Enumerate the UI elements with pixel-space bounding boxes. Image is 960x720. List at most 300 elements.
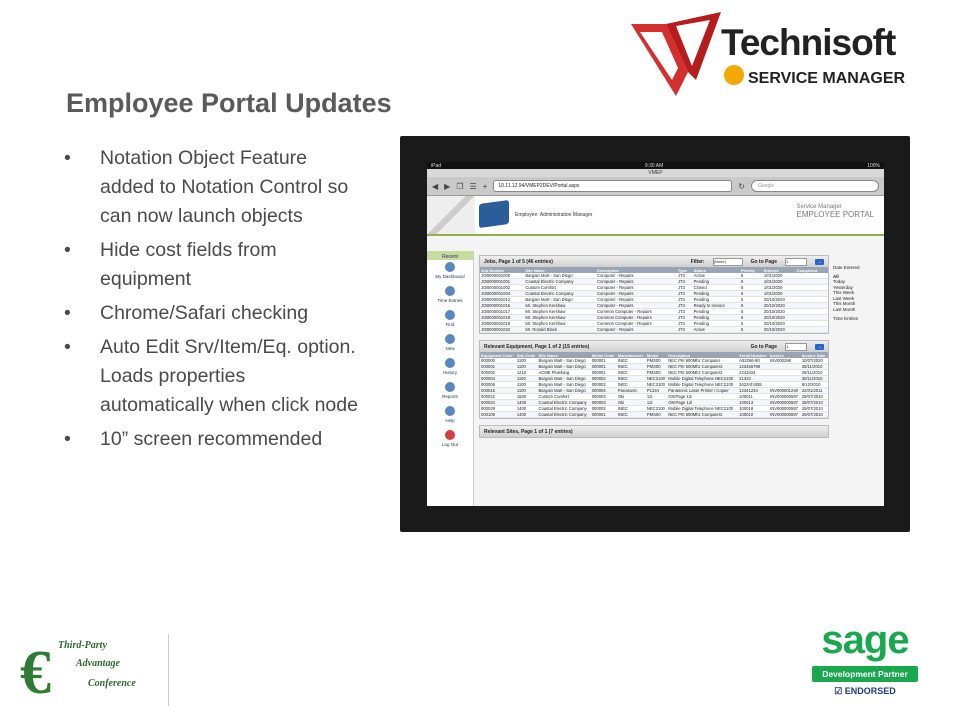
- table-cell: 1/01/2020: [763, 291, 796, 297]
- table-cell: 1500: [516, 394, 538, 400]
- bullet-item: [62, 425, 362, 454]
- table-cell: JOB000001022: [480, 327, 524, 333]
- jobs-column-header[interactable]: Priority: [740, 267, 763, 273]
- date-option[interactable]: Last Month: [833, 306, 856, 312]
- portal-main: [479, 255, 829, 444]
- jobs-column-header[interactable]: Job Number: [480, 267, 524, 273]
- table-cell: 1/01/2020: [763, 285, 796, 291]
- new-document-icon: [445, 334, 455, 344]
- ipad-frame: [400, 136, 910, 532]
- table-cell: 000002: [480, 370, 516, 376]
- table-cell: 1400: [516, 412, 538, 418]
- table-cell: JT3: [677, 279, 693, 285]
- close-icon: [445, 430, 455, 440]
- goto-page-input[interactable]: 1: [785, 258, 807, 266]
- sidebar-item-label: Help: [445, 418, 455, 423]
- table-cell: Coastal Electric Company: [538, 406, 591, 412]
- table-cell: 000003: [591, 400, 617, 406]
- table-cell: 000006: [480, 382, 516, 388]
- table-cell: 5: [740, 303, 763, 309]
- tabs-icon[interactable]: ❐: [456, 181, 464, 191]
- sidebar-item-label: New: [445, 346, 455, 351]
- table-cell: JT3: [677, 291, 693, 297]
- clock-icon: [445, 286, 455, 296]
- table-cell: 000001: [591, 364, 617, 370]
- back-icon[interactable]: ◀: [432, 181, 439, 191]
- bullet-dot: •: [64, 336, 71, 358]
- portal-brand-line1: Service Manager: [796, 204, 842, 210]
- table-cell: Pending: [693, 321, 740, 327]
- table-cell: 1100: [516, 382, 538, 388]
- sidebar-item-time-entries[interactable]: [427, 284, 473, 308]
- table-cell: JT3: [677, 321, 693, 327]
- third-party-advantage-conference-logo: [18, 634, 153, 706]
- table-cell: 20/10/2020: [763, 321, 796, 327]
- technisoft-v-mark-icon: [626, 10, 726, 100]
- portal-header: [427, 196, 884, 236]
- date-option[interactable]: This Week: [833, 290, 855, 295]
- table-cell: 29/07/2010: [801, 406, 828, 412]
- equipment-panel: [479, 340, 829, 419]
- table-cell: Panasonic: [617, 388, 646, 394]
- table-cell: OKIPage 12i: [667, 400, 738, 406]
- date-option[interactable]: All: [833, 273, 839, 279]
- table-cell: 29/07/2010: [801, 394, 828, 400]
- table-cell: Computer - Repairs: [596, 279, 677, 285]
- tpa-line2: Advantage: [76, 658, 120, 669]
- table-cell: Bargain Mart - San Diego: [538, 364, 591, 370]
- table-cell: Coastal Electric Company: [538, 412, 591, 418]
- bullet-dot: •: [64, 147, 71, 169]
- table-cell: Computer - Repairs: [596, 303, 677, 309]
- table-cell: Computer - Repairs: [596, 285, 677, 291]
- table-cell: Mobile Digital Telephone NEC2100: [667, 406, 738, 412]
- sidebar-item-label: History: [442, 370, 457, 375]
- table-cell: NEC PIII 500Mhz Computer2: [667, 412, 738, 418]
- slide-title: Employee Portal Updates: [66, 88, 392, 118]
- table-cell: 29/07/2010: [801, 400, 828, 406]
- sites-panel-header: [480, 426, 828, 437]
- table-cell: JT3: [677, 273, 693, 279]
- table-cell: 5: [740, 291, 763, 297]
- equip-column-header[interactable]: Site Name: [538, 352, 591, 358]
- ipad-screen: [427, 162, 884, 506]
- table-cell: NEC PIII 500Mhz Computer2: [667, 364, 738, 370]
- table-cell: Bargain Mart - San Diego: [538, 388, 591, 394]
- table-cell: 000003: [591, 394, 617, 400]
- table-cell: Coastal Electric Company: [524, 279, 596, 285]
- table-cell: 5: [740, 285, 763, 291]
- bullet-item: [62, 236, 362, 294]
- table-cell: Computer - Repairs: [596, 327, 677, 333]
- equip-column-header[interactable]: Manufacturer: [617, 352, 646, 358]
- table-cell: 28/11/2010: [801, 370, 828, 376]
- table-cell: JT3: [677, 285, 693, 291]
- forward-icon[interactable]: ▶: [444, 181, 451, 191]
- table-cell: 29/07/2010: [801, 412, 828, 418]
- help-icon: [445, 406, 455, 416]
- date-entered-title: Date Entered: [833, 265, 860, 270]
- jobs-title: Jobs, Page 1 of 5 (46 entries): [484, 258, 553, 265]
- table-cell: 28/11/2010: [801, 376, 828, 382]
- table-cell: 000002: [591, 382, 617, 388]
- filter-select[interactable]: (None): [713, 258, 743, 266]
- goto-label: Go to Page: [750, 258, 777, 265]
- table-cell: JOB000001016: [480, 303, 524, 309]
- equip-column-header[interactable]: Equipment Code: [480, 352, 516, 358]
- table-cell: A53266-90: [738, 358, 769, 364]
- table-cell: Closed: [693, 285, 740, 291]
- table-cell: 100011: [738, 394, 769, 400]
- ios-status-bar: [427, 162, 884, 169]
- goto-arrow-icon[interactable]: →: [817, 343, 822, 350]
- table-cell: 22/01/2011: [801, 388, 828, 394]
- table-cell: Active: [693, 327, 740, 333]
- technisoft-logo: [626, 10, 926, 100]
- portal-brand-line2: EMPLOYEE PORTAL: [796, 210, 874, 219]
- table-cell: 12i: [646, 400, 667, 406]
- table-cell: INEC: [617, 412, 646, 418]
- table-cell: JOB000001002: [480, 285, 524, 291]
- table-cell: PMS00: [646, 364, 667, 370]
- table-cell: JOB000001012: [480, 297, 524, 303]
- table-cell: 000004: [591, 388, 617, 394]
- date-option[interactable]: This Month: [833, 301, 856, 306]
- table-cell: Oki: [617, 400, 646, 406]
- table-cell: Pending: [693, 291, 740, 297]
- table-cell: 1/01/2020: [763, 279, 796, 285]
- date-option[interactable]: Yesterday: [833, 284, 853, 290]
- sidebar-item-history[interactable]: [427, 356, 473, 380]
- table-cell: PMS00: [646, 370, 667, 376]
- table-cell: Custom Comfort: [538, 394, 591, 400]
- header-decoration: [427, 196, 475, 234]
- tpa-line1: Third-Party: [58, 640, 107, 651]
- table-cell: Bargain Mart - San Diego: [524, 297, 596, 303]
- table-cell: JT3: [677, 303, 693, 309]
- sidebar-item-label: My Dashboard: [435, 274, 465, 279]
- table-cell: INV000000597: [769, 400, 801, 406]
- dashboard-icon: [445, 262, 455, 272]
- table-cell: Pending: [693, 309, 740, 315]
- table-cell: 000015: [480, 388, 516, 394]
- table-cell: Mr. Stephen Kershaw: [524, 309, 596, 315]
- table-cell: Bargain Mart - San Diego: [524, 273, 596, 279]
- magnifier-icon: [445, 310, 455, 320]
- date-option[interactable]: Today: [833, 279, 846, 284]
- table-cell: 2243424: [738, 370, 769, 376]
- table-cell: 1100: [516, 376, 538, 382]
- table-cell: 10/07/2020: [801, 358, 828, 364]
- equip-column-header[interactable]: Model Code: [591, 352, 617, 358]
- table-cell: Pending: [693, 315, 740, 321]
- table-cell: INV000000597: [769, 412, 801, 418]
- sidebar-item-log-out[interactable]: [427, 428, 473, 452]
- sidebar-item-reports[interactable]: [427, 380, 473, 404]
- table-cell: Mobile Digital Telephone NEC2100: [667, 376, 738, 382]
- table-cell: JOB000001019: [480, 321, 524, 327]
- book-icon: [479, 200, 509, 228]
- table-cell: Mr. Stephen Kershaw: [524, 321, 596, 327]
- reports-icon: [445, 382, 455, 392]
- sidebar-item-label: Log Out: [441, 442, 458, 447]
- table-cell: 1400: [516, 406, 538, 412]
- sites-panel: [479, 425, 829, 438]
- table-cell: Common Computer - Repairs: [596, 315, 677, 321]
- sidebar-item-find[interactable]: [427, 308, 473, 332]
- sites-title: Relevant Sites, Page 1 of 1 (7 entries): [484, 428, 573, 435]
- bullet-text: 10” screen recommended: [100, 428, 323, 450]
- table-cell: 5: [740, 309, 763, 315]
- table-cell: Coastal Electric Company: [538, 400, 591, 406]
- table-cell: 5: [740, 327, 763, 333]
- tpa-line3: Conference: [88, 678, 136, 689]
- table-cell: 1210: [516, 370, 538, 376]
- table-cell: Computer - Repairs: [596, 291, 677, 297]
- table-cell: 1400: [516, 400, 538, 406]
- device-label: iPad: [431, 162, 442, 169]
- table-row[interactable]: [480, 412, 828, 418]
- jobs-column-header[interactable]: Description: [596, 267, 677, 273]
- endorsed-label: [812, 686, 918, 697]
- table-cell: INV000001240: [769, 388, 801, 394]
- table-cell: 000002: [591, 376, 617, 382]
- table-cell: 5: [740, 315, 763, 321]
- table-cell: 5: [740, 279, 763, 285]
- sidebar-item-my-dashboard[interactable]: [427, 260, 473, 284]
- bullet-text: Notation Object Feature added to Notation Control so can now launch objects: [100, 147, 349, 227]
- table-cell: Computer - Repairs: [596, 297, 677, 303]
- table-cell: 3422rrf4455: [738, 382, 769, 388]
- table-cell: Active: [693, 273, 740, 279]
- bullet-item: [62, 299, 362, 328]
- table-cell: Coastal Electric Company: [524, 291, 596, 297]
- table-cell: 12341234: [738, 388, 769, 394]
- table-cell: 000024: [480, 400, 516, 406]
- gear-icon: [724, 65, 744, 85]
- equip-column-header[interactable]: Invoice: [769, 352, 801, 358]
- table-row[interactable]: [480, 327, 828, 333]
- table-cell: JT3: [677, 309, 693, 315]
- table-cell: 20/10/2020: [763, 309, 796, 315]
- table-cell: JOB000001017: [480, 309, 524, 315]
- table-cell: 000029: [480, 406, 516, 412]
- table-cell: 000000: [480, 358, 516, 364]
- jobs-column-header[interactable]: Type: [677, 267, 693, 273]
- table-cell: 1100: [516, 364, 538, 370]
- table-cell: Mr. Stephen Kershaw: [524, 303, 596, 309]
- bullet-dot: •: [64, 428, 71, 450]
- table-cell: Custom Comfort: [524, 285, 596, 291]
- equipment-panel-header: [480, 341, 828, 352]
- table-cell: Mobile Digital Telephone NEC2100: [667, 382, 738, 388]
- table-cell: INV000000597: [769, 394, 801, 400]
- date-option[interactable]: Last Week: [833, 295, 855, 301]
- table-cell: 8/12/2010: [801, 382, 828, 388]
- service-manager-wordmark: SERVICE MANAGER: [748, 70, 906, 87]
- sidebar-item-recent[interactable]: Recent: [427, 251, 473, 260]
- bullet-dot: •: [64, 239, 71, 261]
- table-cell: Pending: [693, 279, 740, 285]
- table-cell: Oki: [617, 394, 646, 400]
- table-cell: NEC PIII 500Mhz Computer: [667, 358, 738, 364]
- employee-label: Employee: Administration Manager: [515, 212, 593, 218]
- sage-partner-logo: [812, 620, 918, 710]
- table-cell: INEC: [617, 406, 646, 412]
- table-cell: NEC2100: [646, 376, 667, 382]
- table-cell: P1234: [646, 388, 667, 394]
- table-cell: Bargain Mart - San Diego: [538, 358, 591, 364]
- table-cell: Bargain Mart - San Diego: [538, 382, 591, 388]
- sidebar-item-new[interactable]: [427, 332, 473, 356]
- portal-brand: [796, 204, 874, 219]
- table-cell: [796, 327, 828, 333]
- endorsed-text: ENDORSED: [844, 686, 896, 696]
- equip-column-header[interactable]: Serial Number: [738, 352, 769, 358]
- table-cell: JOB000001004: [480, 291, 524, 297]
- bullet-dot: •: [64, 302, 71, 324]
- table-cell: 123456789: [738, 364, 769, 370]
- bullet-text: Chrome/Safari checking: [100, 302, 309, 324]
- browser-toolbar: [427, 177, 884, 196]
- bullet-list: [62, 144, 362, 459]
- table-cell: JT3: [677, 327, 693, 333]
- table-cell: ACME Plumbing: [538, 370, 591, 376]
- table-cell: INV000000597: [769, 406, 801, 412]
- bullet-text: Hide cost fields from equipment: [100, 239, 277, 290]
- table-cell: 1/01/2020: [763, 273, 796, 279]
- jobs-column-header[interactable]: Status: [693, 267, 740, 273]
- goto-arrow-icon[interactable]: →: [817, 258, 822, 265]
- table-cell: 21333: [738, 376, 769, 382]
- table-cell: Computer - Repairs: [596, 273, 677, 279]
- table-cell: NEC2100: [646, 382, 667, 388]
- reload-icon[interactable]: ↻: [738, 181, 745, 191]
- table-cell: Common Computer - Repairs: [596, 321, 677, 327]
- table-cell: 000001: [480, 364, 516, 370]
- browser-page-title: VMEP: [427, 169, 884, 177]
- table-cell: 1100: [516, 388, 538, 394]
- equip-column-header[interactable]: Site Code: [516, 352, 538, 358]
- table-cell: 000001: [591, 358, 617, 364]
- table-cell: 100013: [738, 400, 769, 406]
- bullet-item: [62, 144, 362, 231]
- divider: [168, 634, 169, 706]
- tpa-e-mark: €: [20, 639, 51, 707]
- table-cell: 000001: [591, 412, 617, 418]
- table-cell: 1100: [516, 358, 538, 364]
- table-cell: 100018: [738, 406, 769, 412]
- history-icon: [445, 358, 455, 368]
- table-cell: Pending: [693, 297, 740, 303]
- table-cell: 20/10/2020: [763, 297, 796, 303]
- sidebar-item-label: Find: [445, 322, 455, 327]
- table-cell: JT3: [677, 315, 693, 321]
- table-cell: INEC: [617, 370, 646, 376]
- battery-level: 100%: [867, 162, 880, 169]
- equipment-table: [480, 352, 828, 418]
- filter-label: Filter:: [690, 258, 705, 265]
- table-cell: PMS00: [646, 358, 667, 364]
- clock: 9:30 AM: [644, 162, 664, 169]
- table-cell: Mr. Stephen Kershaw: [524, 315, 596, 321]
- equip-column-header[interactable]: Description: [667, 352, 738, 358]
- sidebar-item-label: Time Entries: [437, 298, 463, 303]
- table-cell: OKIPage 12i: [667, 394, 738, 400]
- table-cell: Ready to Invoice: [693, 303, 740, 309]
- table-cell: 000004: [480, 376, 516, 382]
- table-cell: 000002: [591, 406, 617, 412]
- table-cell: JOB000001018: [480, 315, 524, 321]
- table-cell: 000022: [480, 394, 516, 400]
- equipment-title: Relevant Equipment, Page 1 of 2 (15 entries): [484, 343, 590, 350]
- table-cell: 20/10/2020: [763, 327, 796, 333]
- bookmarks-icon[interactable]: ☰: [469, 181, 477, 191]
- table-cell: JOB000001001: [480, 279, 524, 285]
- table-cell: NEC PIII 500Mhz Computer2: [667, 370, 738, 376]
- sidebar-item-label: Reports: [442, 394, 458, 399]
- table-cell: 5: [740, 321, 763, 327]
- jobs-column-header[interactable]: Site Name: [524, 267, 596, 273]
- table-cell: INEC: [617, 376, 646, 382]
- table-cell: 20/10/2020: [763, 315, 796, 321]
- jobs-table: [480, 267, 828, 333]
- development-partner-badge: Development Partner: [812, 666, 918, 682]
- technisoft-wordmark: Technisoft: [721, 22, 896, 63]
- table-cell: INEC: [617, 382, 646, 388]
- table-cell: 28/11/2010: [801, 364, 828, 370]
- table-cell: Common Computer - Repairs: [596, 309, 677, 315]
- sage-wordmark: sage: [821, 618, 909, 662]
- table-cell: 12i: [646, 394, 667, 400]
- table-cell: 20/10/2020: [763, 303, 796, 309]
- table-cell: Panasonic Laser Printer / Copier: [667, 388, 738, 394]
- table-cell: PMS00: [646, 412, 667, 418]
- table-cell: 5: [740, 297, 763, 303]
- table-cell: NEC2100: [646, 406, 667, 412]
- table-cell: JT3: [677, 297, 693, 303]
- equip-column-header[interactable]: Model: [646, 352, 667, 358]
- address-bar[interactable]: 10.11.12.94/VMEP2DEV/Portal.aspx: [493, 180, 732, 192]
- goto-label: Go to Page: [750, 343, 777, 350]
- jobs-panel: [479, 255, 829, 334]
- table-cell: JOB000001000: [480, 273, 524, 279]
- table-cell: 000001: [591, 370, 617, 376]
- jobs-column-header[interactable]: Entered: [763, 267, 796, 273]
- table-cell: 100010: [738, 412, 769, 418]
- table-cell: INV000298: [769, 358, 801, 364]
- goto-page-input[interactable]: 1: [785, 343, 807, 351]
- search-field[interactable]: Google: [751, 180, 879, 192]
- jobs-column-header[interactable]: Completed: [796, 267, 828, 273]
- add-tab-icon[interactable]: +: [482, 181, 488, 191]
- equip-column-header[interactable]: Invoice Date: [801, 352, 828, 358]
- bullet-item: [62, 333, 362, 420]
- time-entries-link[interactable]: Time Entries: [833, 316, 859, 321]
- table-cell: Mr. Ronald Black: [524, 327, 596, 333]
- table-cell: INEC: [617, 364, 646, 370]
- sidebar-item-help[interactable]: [427, 404, 473, 428]
- bullet-text: Auto Edit Srv/Item/Eq. option. Loads properties automatically when click node: [100, 336, 358, 416]
- jobs-panel-header: [480, 256, 828, 267]
- table-cell: 000109: [480, 412, 516, 418]
- portal-sidebar: [427, 251, 474, 506]
- table-cell: Bargain Mart - San Diego: [538, 376, 591, 382]
- date-entered-filter: [833, 265, 883, 322]
- table-cell: 5: [740, 273, 763, 279]
- checkmark-icon: ☑: [834, 686, 843, 696]
- table-cell: INEC: [617, 358, 646, 364]
